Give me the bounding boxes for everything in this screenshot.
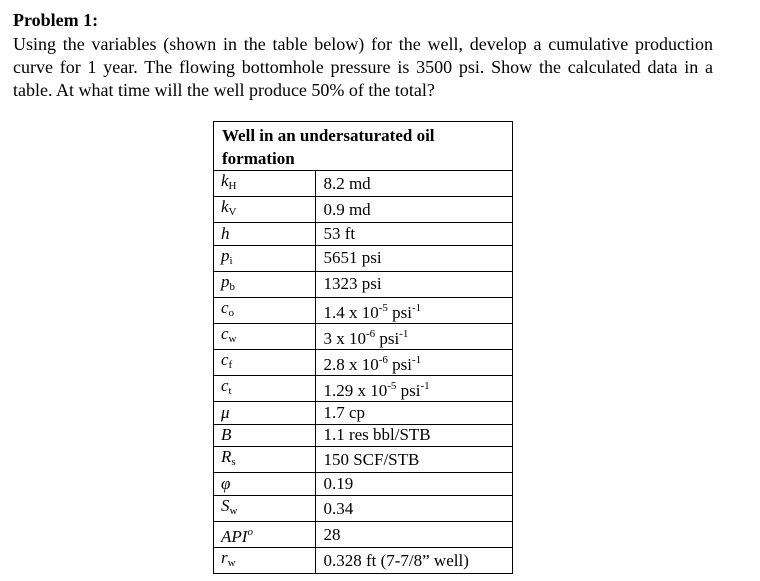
variable-value: 2.8 x $10^{-6}$ psi$^{-1}$ [316,349,513,375]
table-row [214,271,513,297]
table-row [214,197,513,223]
variable-symbol: $c_o$ [214,297,316,323]
well-properties-table [213,121,513,574]
variable-symbol: $c_f$ [214,349,316,375]
variable-value: 1.4 x $10^{-5}$ psi$^{-1}$ [316,297,513,323]
variable-value: 0.34 [316,496,513,522]
table-row [214,401,513,424]
variable-symbol: $c_t$ [214,375,316,401]
variable-value: 150 SCF/STB [316,447,513,473]
table-row [214,496,513,522]
variable-symbol: $c_w$ [214,323,316,349]
variable-symbol: $r_w$ [214,548,316,574]
variable-symbol: φ [214,473,316,496]
table-header: Well in an undersaturated oil formation [214,122,513,171]
variable-symbol: $p_b$ [214,271,316,297]
table-row [214,375,513,401]
table-row [214,473,513,496]
variable-symbol: B [214,424,316,447]
variable-value: 1.29 x $10^{-5}$ psi$^{-1}$ [316,375,513,401]
variable-value: 5651 psi [316,245,513,271]
variable-value: 1.7 cp [316,401,513,424]
variable-value: 1.1 res bbl/STB [316,424,513,447]
table-row [214,424,513,447]
problem-statement: Using the variables (shown in the table below) for the well, develop a cumulative production curve for 1 year. The flowing bottomhole pressure is 3500 psi. Show the calculated data in a table. At what time will the well produce 50% of the total? [13,34,713,100]
variable-symbol: $S_w$ [214,496,316,522]
table-row [214,297,513,323]
table-row [214,223,513,246]
variable-symbol: $k_H$ [214,171,316,197]
variable-value: 3 x $10^{-6}$ psi$^{-1}$ [316,323,513,349]
variable-value: 0.19 [316,473,513,496]
variable-symbol: $p_i$ [214,245,316,271]
variable-value: 8.2 md [316,171,513,197]
variable-symbol: $R_s$ [214,447,316,473]
variable-value: 53 ft [316,223,513,246]
table-row [214,171,513,197]
table-row [214,349,513,375]
variable-symbol: API$^o$ [214,522,316,548]
variable-value: 28 [316,522,513,548]
table-row [214,245,513,271]
variable-value: 1323 psi [316,271,513,297]
table-header-row [214,122,513,171]
variable-value: 0.328 ft (7-7/8” well) [316,548,513,574]
variable-symbol: $k_V$ [214,197,316,223]
table-row [214,522,513,548]
table-row [214,548,513,574]
table-row [214,323,513,349]
variable-symbol: h [214,223,316,246]
problem-title: Problem 1: [13,10,99,30]
variable-value: 0.9 md [316,197,513,223]
variable-symbol: μ [214,401,316,424]
table-row [214,447,513,473]
